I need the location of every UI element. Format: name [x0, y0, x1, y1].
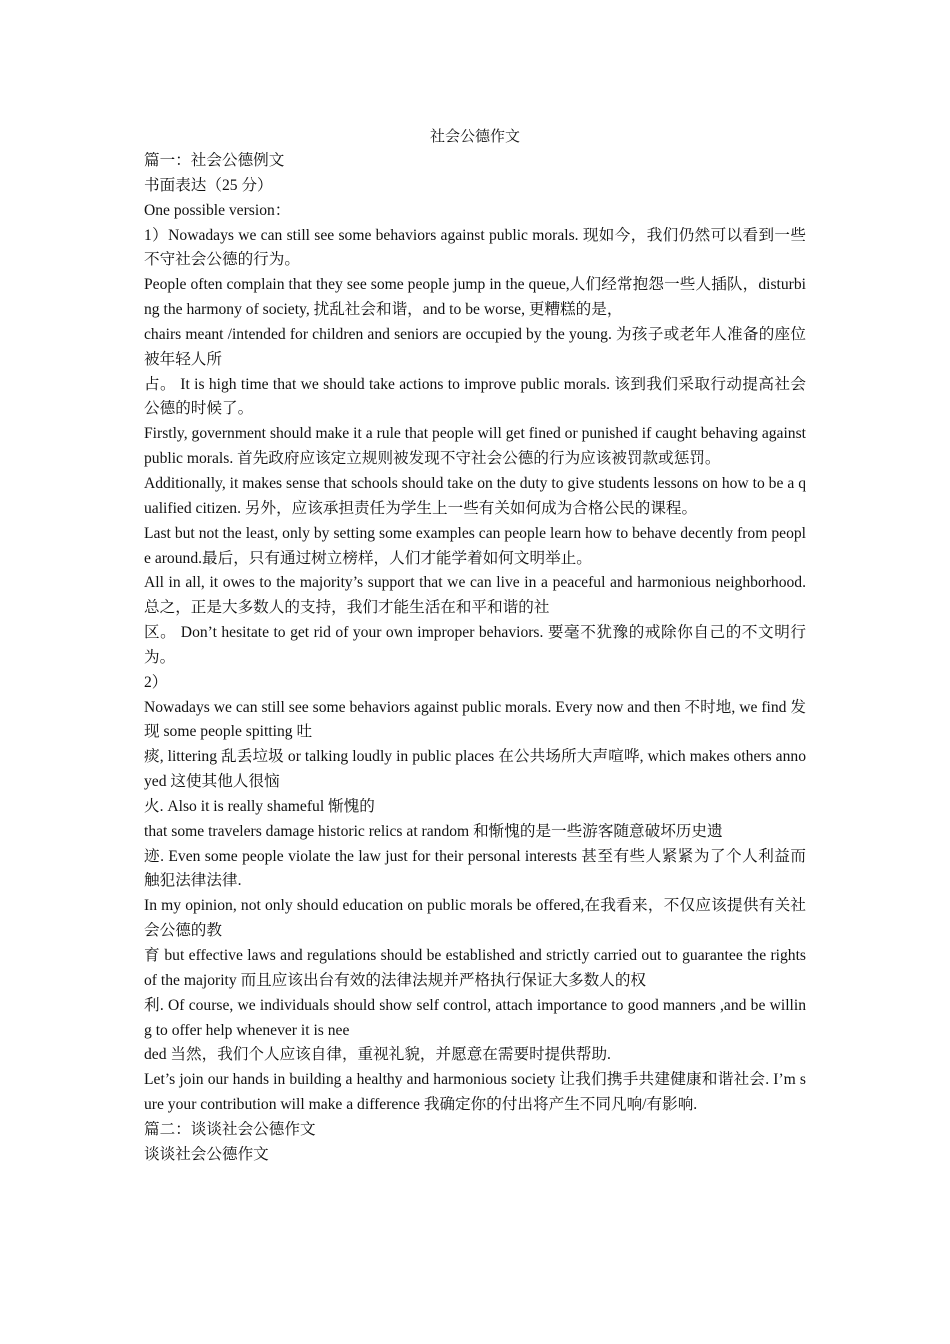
document-title: 社会公德作文	[429, 127, 520, 145]
document-paragraph: 火. Also it is really shameful 惭愧的	[144, 797, 375, 815]
document-paragraph: 迹. Even some people violate the law just for their personal interests 甚至有些人紧紧为了个人利益而触犯法律法律.	[144, 847, 806, 890]
document-paragraph: 育 but effective laws and regulations should be established and strictly carried out to guarantee the rights of the majority 而且应该出台有效的法律法规并严格执行保证大多数人的权	[144, 947, 806, 989]
document-paragraph: 占。 It is high time that we should take actions to improve public morals. 该到我们采取行动提高社会公德的时候了。	[144, 375, 806, 418]
document-paragraph: Last but not the least, only by setting some examples can people learn how to behave decently from people around.最后，只有通过树立榜样，人们才能学着如何文明举止。	[144, 524, 806, 567]
document-paragraph: that some travelers damage historic relics at random 和惭愧的是一些游客随意破坏历史遗	[144, 822, 723, 840]
document-paragraph: All in all, it owes to the majority’s support that we can live in a peaceful and harmonious neighborhood.总之，正是大多数人的支持，我们才能生活在和平和谐的社	[144, 574, 806, 617]
document-paragraph: 书面表达（25 分）	[144, 176, 273, 194]
document-paragraph: 谈谈社会公德作文	[144, 1145, 269, 1163]
document-paragraph: 痰, littering 乱丢垃圾 or talking loudly in public places 在公共场所大声喧哗, which makes others annoyed 这使其他人很恼	[144, 748, 806, 791]
document-paragraph: In my opinion, not only should education on public morals be offered,在我看来，不仅应该提供有关社会公德的教	[144, 897, 806, 940]
document-paragraph: 1）Nowadays we can still see some behaviors against public morals. 现如今，我们仍然可以看到一些不守社会公德的行为。	[144, 226, 806, 269]
document-body	[144, 149, 806, 1168]
document-paragraph: 篇一：社会公德例文	[144, 152, 285, 169]
document-paragraph: Let’s join our hands in building a healthy and harmonious society 让我们携手共建健康和谐社会. I’m sure your contribution will make a difference 我确定你的付出将产生不同凡响/有影响.	[144, 1071, 806, 1114]
document-paragraph: People often complain that they see some people jump in the queue,人们经常抱怨一些人插队，disturbing the harmony of society, 扰乱社会和谐，and to be worse, 更糟糕的是，	[144, 276, 806, 319]
document-paragraph: Nowadays we can still see some behaviors against public morals. Every now and then 不时地, we find 发现 some people spitting 吐	[144, 698, 806, 741]
document-paragraph: 篇二：谈谈社会公德作文	[144, 1120, 316, 1138]
document-paragraph: One possible version：	[144, 201, 291, 219]
document-paragraph: 利. Of course, we individuals should show self control, attach importance to good manners ,and be willing to offer help whenever it is nee	[144, 996, 806, 1039]
document-paragraph: ded 当然，我们个人应该自律，重视礼貌，并愿意在需要时提供帮助.	[144, 1046, 611, 1064]
document-paragraph: Firstly, government should make it a rule that people will get fined or punished if caught behaving against public morals. 首先政府应该定立规则被发现不守社会公德的行为应该被罚款或惩罚。	[144, 425, 806, 468]
document-paragraph: 区。 Don’t hesitate to get rid of your own improper behaviors. 要毫不犹豫的戒除你自己的不文明行为。	[144, 624, 806, 666]
document-paragraph: chairs meant /intended for children and seniors are occupied by the young. 为孩子或老年人准备的座位被年轻人所	[144, 325, 806, 368]
document-paragraph: Additionally, it makes sense that schools should take on the duty to give students lessons on how to be a qualified citizen. 另外，应该承担责任为学生上一些有关如何成为合格公民的课程。	[144, 474, 806, 517]
document-paragraph: 2）	[144, 673, 168, 691]
